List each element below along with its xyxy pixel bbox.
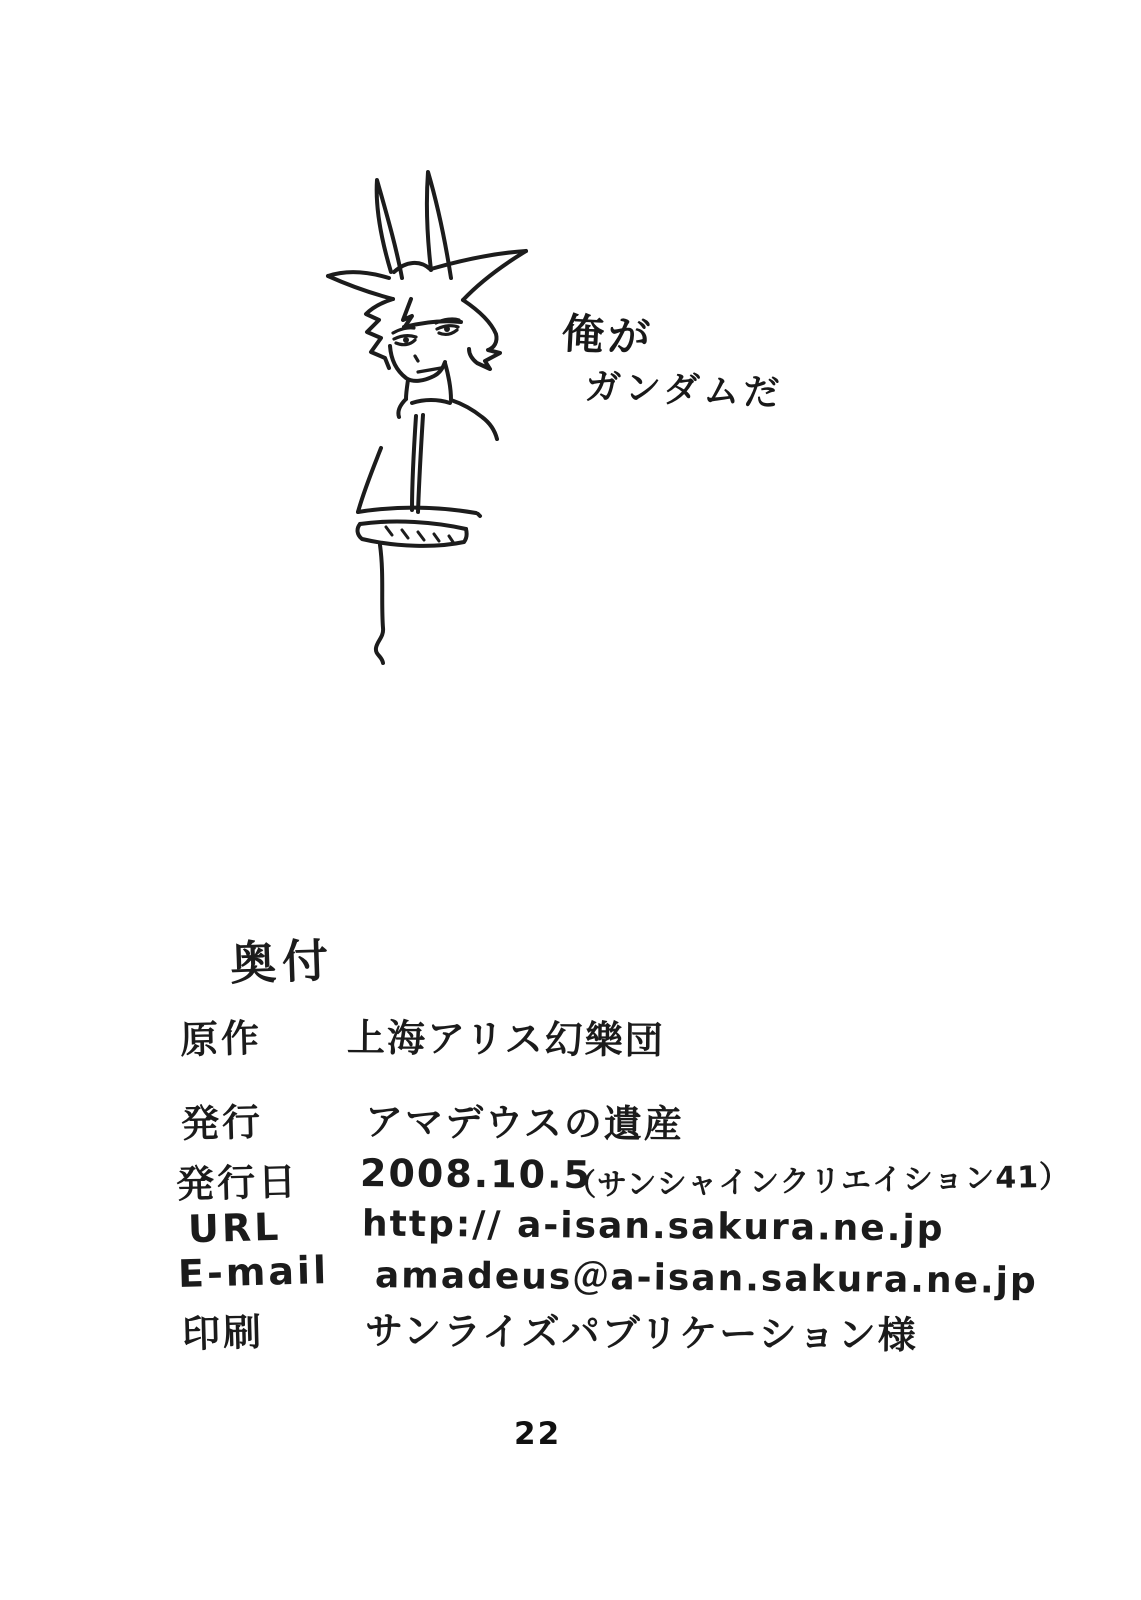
colophon-row-note: （サンシャインクリエイション41） — [565, 1159, 1071, 1204]
colophon-row-label: 発行 — [180, 1099, 264, 1147]
colophon-row-printing — [0, 1302, 1141, 1362]
sketch-caption-line-2: ガンダムだ — [584, 366, 785, 415]
colophon-row-publication-date — [0, 1152, 1141, 1212]
colophon-row-value: サンライズパブリケーション様 — [364, 1308, 918, 1358]
colophon-row-value: http:// a-isan.sakura.ne.jp — [361, 1203, 945, 1250]
colophon-row-label: E-mail — [177, 1248, 330, 1296]
colophon-row-label: 発行日 — [175, 1159, 300, 1207]
character-sketch — [300, 150, 760, 720]
colophon-row-value: amadeus＠a-isan.sakura.ne.jp — [374, 1255, 1038, 1302]
sketch-caption-line-1: 俺が — [560, 308, 656, 363]
page-number: 22 — [514, 1416, 562, 1452]
colophon-heading: 奥付 — [229, 933, 336, 991]
colophon-row-label: URL — [187, 1204, 282, 1252]
colophon-row-value: 上海アリス幻樂団 — [346, 1015, 665, 1063]
colophon-row-label: 印刷 — [181, 1309, 265, 1357]
colophon-row-original-work — [0, 1008, 1141, 1068]
body-strokes — [358, 363, 497, 663]
colophon-row-value: 2008.10.5 — [359, 1150, 593, 1198]
hair-strokes — [328, 172, 526, 369]
colophon-row-value: アマデウスの遺産 — [364, 1099, 685, 1147]
colophon-row-publisher — [0, 1092, 1141, 1152]
colophon-row-label: 原作 — [179, 1015, 263, 1063]
